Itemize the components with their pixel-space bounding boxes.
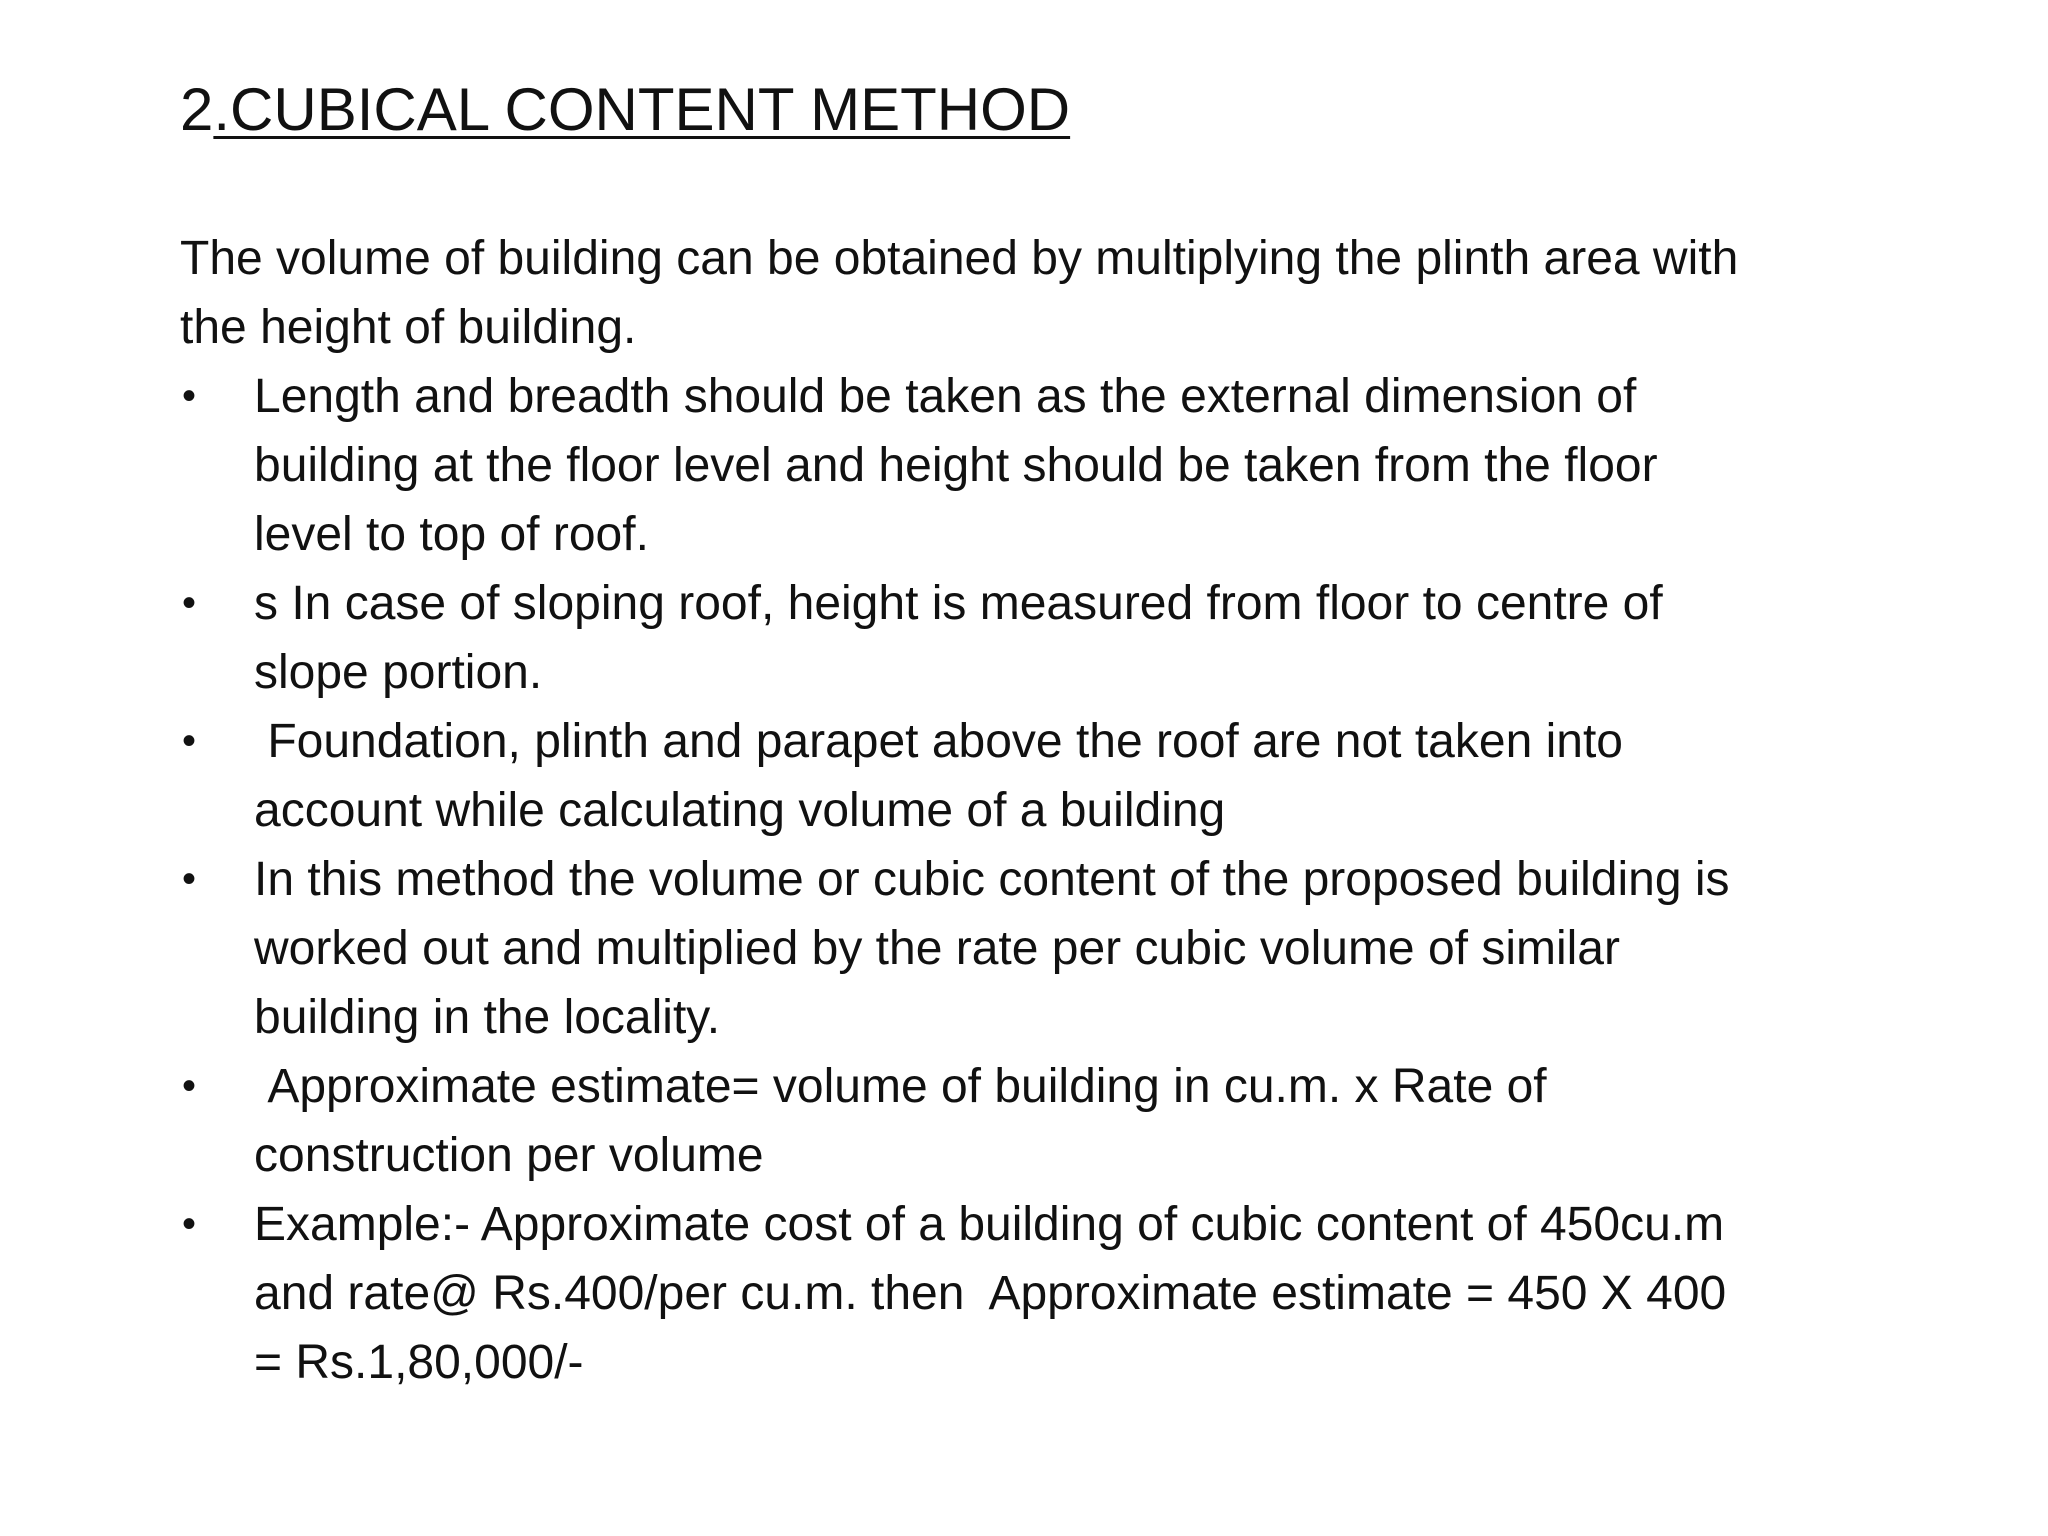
bullet-item: [180, 1052, 1740, 1190]
bullet-text: Example:- Approximate cost of a building of cubic content of 450cu.m and rate@ Rs.400/per cu.m. then Approximate estimate = 450 X 400 = Rs.1,80,000/-: [254, 1198, 1740, 1389]
intro-paragraph: The volume of building can be obtained by multiplying the plinth area with the height of building.: [180, 232, 1739, 354]
bullet-text: Length and breadth should be taken as the external dimension of building at the floor level and height should be taken from the floor level to top of roof.: [254, 370, 1658, 561]
bullet-list: [180, 362, 1740, 1397]
bullet-text: Foundation, plinth and parapet above the roof are not taken into account while calculating volume of a building: [254, 715, 1637, 837]
bullet-item: [180, 362, 1740, 569]
bullet-icon: •: [182, 374, 197, 418]
bullet-item: [180, 1190, 1740, 1397]
bullet-text: In this method the volume or cubic content of the proposed building is worked out and multiplied by the rate per cubic volume of similar building in the locality.: [254, 853, 1730, 1044]
bullet-icon: •: [182, 1064, 197, 1108]
bullet-text: Approximate estimate= volume of building in cu.m. x Rate of construction per volume: [254, 1060, 1560, 1182]
slide-title-text: .CUBICAL CONTENT METHOD: [213, 76, 1071, 143]
bullet-icon: •: [182, 1202, 197, 1246]
bullet-icon: •: [182, 857, 197, 901]
slide-title: [180, 74, 1070, 146]
bullet-icon: •: [182, 581, 197, 625]
bullet-item: [180, 569, 1740, 707]
bullet-item: [180, 845, 1740, 1052]
bullet-item: [180, 707, 1740, 845]
slide-title-number: 2: [180, 76, 214, 143]
bullet-text: s In case of sloping roof, height is measured from floor to centre of slope portion.: [254, 577, 1663, 699]
bullet-icon: •: [182, 719, 197, 763]
slide-body: [180, 224, 1740, 1397]
